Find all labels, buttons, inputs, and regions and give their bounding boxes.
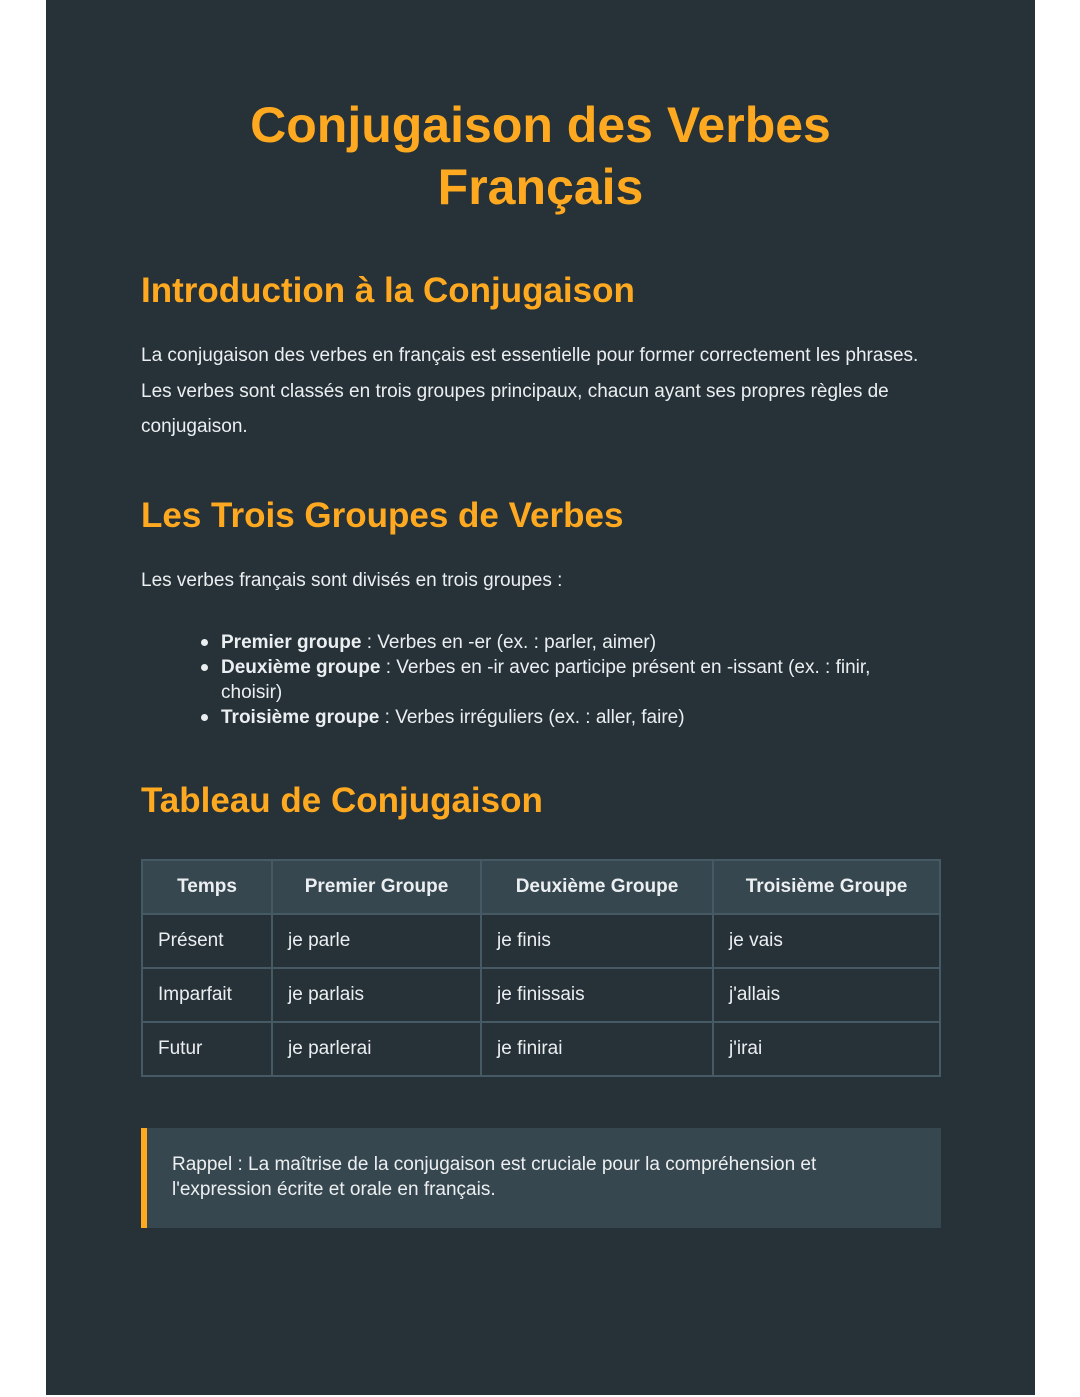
- list-item: [221, 655, 921, 705]
- list-item-label: Deuxième groupe: [221, 657, 381, 678]
- table-cell: je finis: [481, 914, 713, 968]
- table-heading: Tableau de Conjugaison: [141, 781, 543, 820]
- table-header-cell: Deuxième Groupe: [481, 860, 713, 914]
- table-cell: Imparfait: [142, 968, 272, 1022]
- list-item-label: Premier groupe: [221, 632, 362, 653]
- table-cell: Futur: [142, 1022, 272, 1076]
- intro-heading: Introduction à la Conjugaison: [141, 271, 635, 310]
- table-header-cell: Troisième Groupe: [713, 860, 940, 914]
- table-row: [142, 968, 940, 1022]
- table-cell: j'allais: [713, 968, 940, 1022]
- table-row: [142, 1022, 940, 1076]
- table-cell: je parlais: [272, 968, 481, 1022]
- groups-list: [221, 630, 921, 730]
- table-cell: je finissais: [481, 968, 713, 1022]
- list-item-text: : Verbes irréguliers (ex. : aller, faire): [379, 707, 685, 728]
- bullet-icon: [201, 714, 208, 721]
- groups-paragraph: Les verbes français sont divisés en trois groupes :: [141, 570, 563, 591]
- table-cell: j'irai: [713, 1022, 940, 1076]
- intro-paragraph: La conjugaison des verbes en français est essentielle pour former correctement les phrases. Les verbes sont classés en trois groupes principaux, chacun ayant ses propres règles de conjugaison.: [141, 345, 919, 437]
- table-cell: je parlerai: [272, 1022, 481, 1076]
- table-header-row: [142, 860, 940, 914]
- table-cell: je parle: [272, 914, 481, 968]
- page-title: Conjugaison des Verbes Français: [250, 97, 831, 215]
- groups-heading: Les Trois Groupes de Verbes: [141, 496, 624, 535]
- list-item-text: : Verbes en -er (ex. : parler, aimer): [361, 632, 657, 653]
- table-cell: je finirai: [481, 1022, 713, 1076]
- list-item-text: : Verbes en -ir avec participe présent en -issant (ex. : finir, choisir): [221, 657, 871, 703]
- table-header-cell: Temps: [142, 860, 272, 914]
- list-item: [221, 630, 921, 655]
- table-cell: Présent: [142, 914, 272, 968]
- bullet-icon: [201, 639, 208, 646]
- table-row: [142, 914, 940, 968]
- reminder-callout: Rappel : La maîtrise de la conjugaison est cruciale pour la compréhension et l'expression écrite et orale en français.: [141, 1128, 941, 1228]
- document-page: [46, 0, 1035, 1395]
- bullet-icon: [201, 664, 208, 671]
- list-item: [221, 705, 921, 730]
- conjugation-table: [141, 859, 941, 1077]
- list-item-label: Troisième groupe: [221, 707, 380, 728]
- table-header-cell: Premier Groupe: [272, 860, 481, 914]
- table-cell: je vais: [713, 914, 940, 968]
